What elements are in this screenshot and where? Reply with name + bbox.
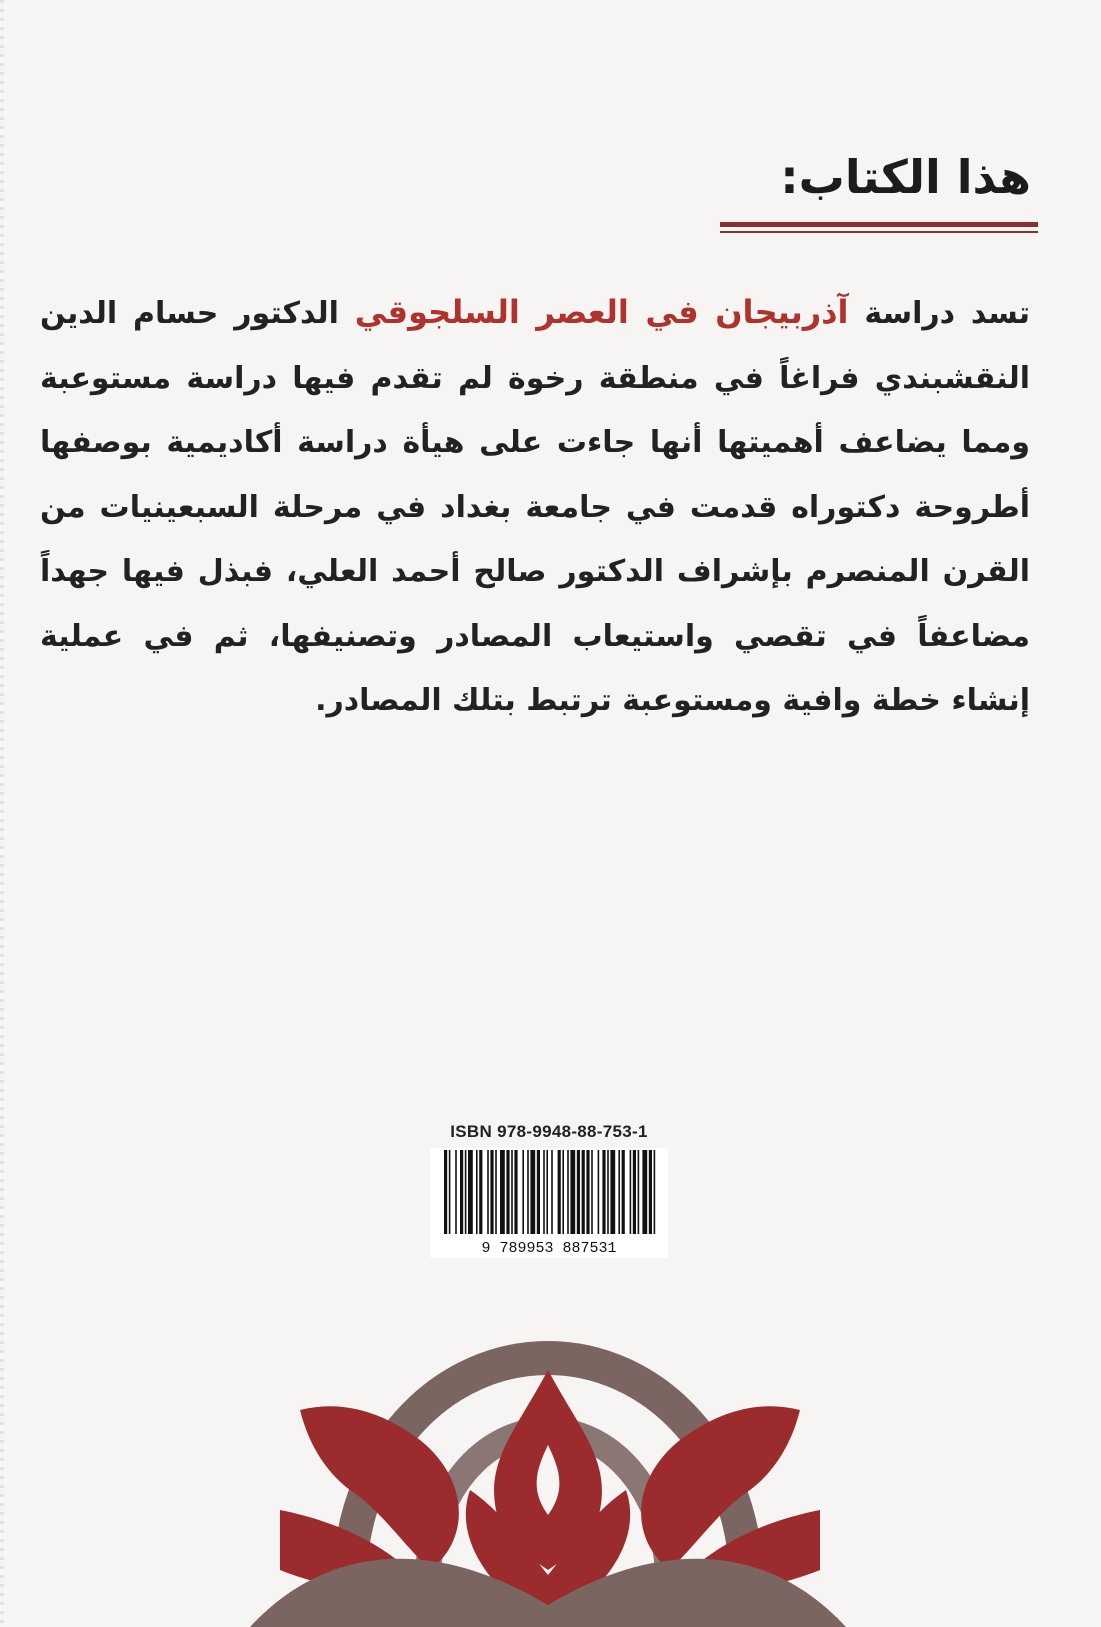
text-intro: تسد دراسة bbox=[848, 296, 1030, 331]
barcode-bar bbox=[551, 1150, 553, 1234]
barcode-bar bbox=[562, 1150, 564, 1234]
isbn-label: ISBN 978-9948-88-753-1 bbox=[450, 1122, 648, 1141]
heading-underline-thin bbox=[720, 231, 1038, 233]
barcode-bar bbox=[511, 1150, 513, 1234]
barcode-bar bbox=[558, 1150, 561, 1234]
barcode-bar bbox=[495, 1150, 497, 1234]
isbn-block bbox=[430, 1122, 668, 1258]
barcode-bar bbox=[567, 1150, 569, 1234]
barcode-bar bbox=[487, 1150, 489, 1234]
barcode-bar bbox=[577, 1150, 580, 1234]
barcode-digits: 9 789953 887531 bbox=[481, 1240, 617, 1257]
heading-underline bbox=[720, 222, 1038, 227]
barcode-bar bbox=[642, 1150, 647, 1234]
barcode-bar bbox=[654, 1150, 656, 1234]
barcode-bar bbox=[476, 1150, 478, 1234]
barcode-bar bbox=[630, 1150, 632, 1234]
barcode-bar bbox=[586, 1150, 589, 1234]
barcode-bar bbox=[622, 1150, 625, 1234]
barcode-bar bbox=[537, 1150, 540, 1234]
barcode-bar bbox=[546, 1150, 548, 1234]
barcode-bar bbox=[468, 1150, 473, 1234]
barcode-bar bbox=[460, 1150, 463, 1234]
barcode-bar bbox=[610, 1150, 615, 1234]
book-title: آذربيجان في العصر السلجوقي bbox=[354, 293, 849, 331]
barcode-bar bbox=[449, 1150, 451, 1234]
barcode-bar bbox=[514, 1150, 517, 1234]
barcode-bar bbox=[479, 1150, 482, 1234]
description-paragraph bbox=[40, 280, 1030, 734]
fleur-ornament bbox=[0, 1340, 1101, 1627]
barcode-bar bbox=[465, 1150, 467, 1234]
text-main: الدكتور حسام الدين النقشبندي فراغاً في منطقة رخوة لم تقدم فيها دراسة مستوعبة ومما يضاعف أهميتها أنها جاءت على هيأة دراسة أكاديمية بوصفها أطروحة دكتوراه قدمت في جامعة بغداد في مرحلة السبعينيات من القرن المنصرم بإشراف الدكتور صالح أحمد العلي، فبذل فيها جهداً مضاعفاً في تقصي واستيعاب المصادر وتصنيفها، ثم في عملية إنشاء خطة وافية ومستوعبة ترتبط بتلك المصادر. bbox=[40, 296, 1030, 718]
barcode-bar bbox=[500, 1150, 505, 1234]
barcode-bar bbox=[598, 1150, 600, 1234]
barcode bbox=[430, 1148, 668, 1258]
barcode-bar bbox=[638, 1150, 640, 1234]
barcode-bar bbox=[582, 1150, 585, 1234]
barcode-bar bbox=[602, 1150, 605, 1234]
barcode-bar bbox=[522, 1150, 524, 1234]
barcode-bar bbox=[633, 1150, 636, 1234]
barcode-bar bbox=[591, 1150, 593, 1234]
barcode-bar bbox=[530, 1150, 535, 1234]
barcode-bar bbox=[543, 1150, 545, 1234]
barcode-bar bbox=[506, 1150, 509, 1234]
barcode-bar bbox=[490, 1150, 493, 1234]
barcode-bar bbox=[455, 1150, 457, 1234]
section-heading: هذا الكتاب: bbox=[780, 150, 1031, 204]
barcode-bar bbox=[570, 1150, 575, 1234]
barcode-bar bbox=[527, 1150, 529, 1234]
barcode-bar bbox=[444, 1150, 447, 1234]
barcode-bar bbox=[618, 1150, 620, 1234]
barcode-bar bbox=[607, 1150, 609, 1234]
barcode-bar bbox=[649, 1150, 652, 1234]
